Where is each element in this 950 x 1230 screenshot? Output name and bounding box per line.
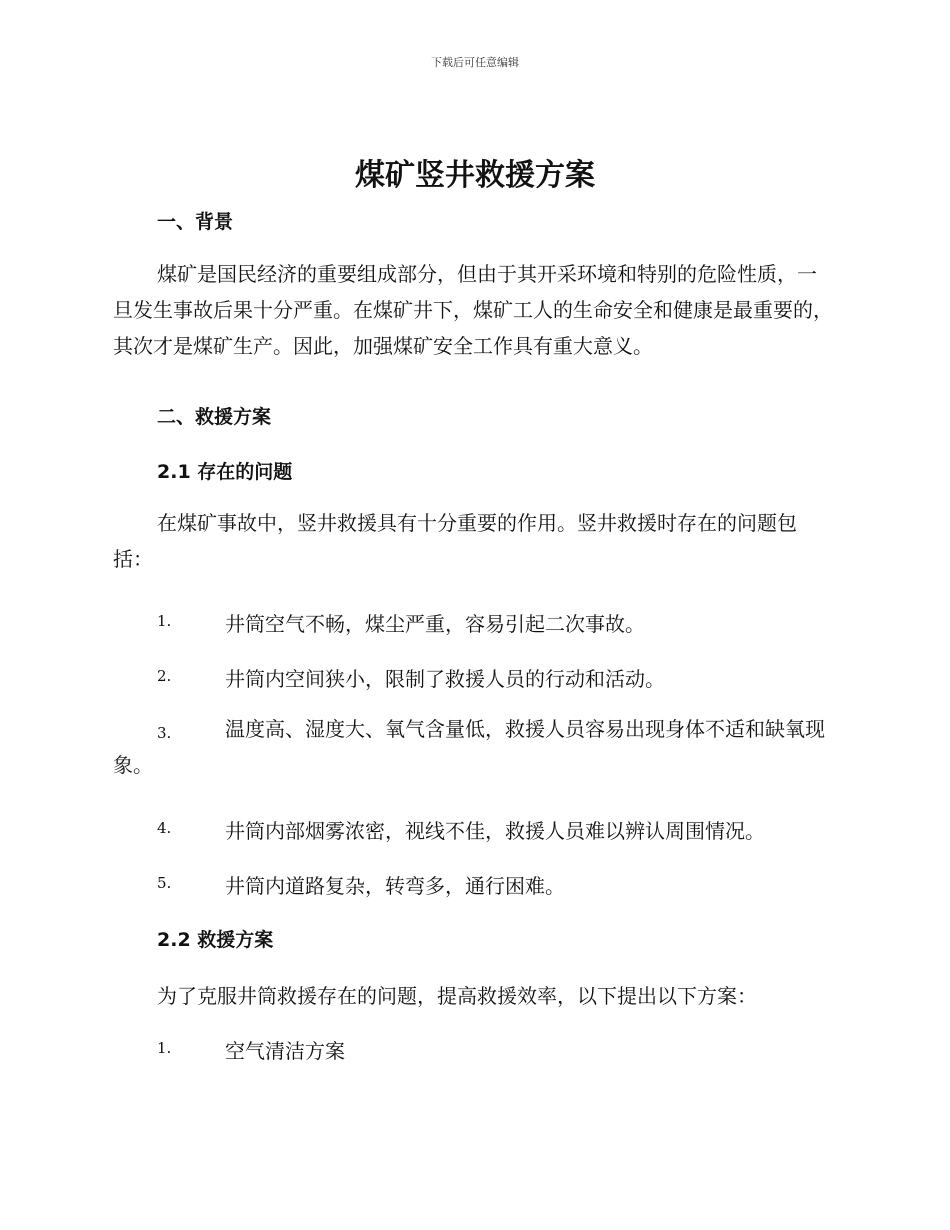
problems-intro-paragraph: [113, 505, 833, 577]
page-header: 下载后可任意编辑: [431, 56, 519, 69]
list-item-text: 井筒内部烟雾浓密，视线不佳，救援人员难以辨认周围情况。: [225, 819, 765, 843]
background-paragraph-text: 煤矿是国民经济的重要组成部分，但由于其开采环境和特别的危险性质，一旦发生事故后果十分严重。在煤矿井下，煤矿工人的生命安全和健康是最重要的，其次才是煤矿生产。因此，加强煤矿安全工作具有重大意义。: [113, 262, 833, 358]
list-number: 1.: [157, 612, 172, 630]
section-heading-rescue-plan: 二、救援方案: [157, 406, 272, 428]
problems-intro-text: 在煤矿事故中，竖井救援具有十分重要的作用。竖井救援时存在的问题包括：: [113, 511, 797, 571]
list-item-text: 温度高、湿度大、氧气含量低，救援人员容易出现身体不适和缺氧现象。: [113, 717, 825, 777]
list-item-text: 井筒空气不畅，煤尘严重，容易引起二次事故。: [225, 612, 645, 636]
list-number: 3.: [157, 724, 172, 742]
subsection-heading-problems: 2.1 存在的问题: [157, 461, 293, 483]
list-number: 2.: [157, 667, 172, 685]
list-item-text: 井筒内空间狭小，限制了救援人员的行动和活动。: [225, 667, 665, 691]
list-number: 5.: [157, 874, 172, 892]
background-paragraph: [113, 256, 833, 364]
list-number: 4.: [157, 819, 172, 837]
list-item-text: 井筒内道路复杂，转弯多，通行困难。: [225, 874, 565, 898]
list-item: [113, 711, 843, 783]
document-title: 煤矿竖井救援方案: [355, 158, 595, 193]
list-item-text: 空气清洁方案: [225, 1039, 345, 1063]
section-heading-background: 一、背景: [157, 211, 234, 233]
subsection-heading-plan: 2.2 救援方案: [157, 929, 274, 951]
list-number: 1.: [157, 1039, 172, 1057]
plan-intro-paragraph: 为了克服井筒救援存在的问题，提高救援效率，以下提出以下方案：: [157, 984, 757, 1008]
